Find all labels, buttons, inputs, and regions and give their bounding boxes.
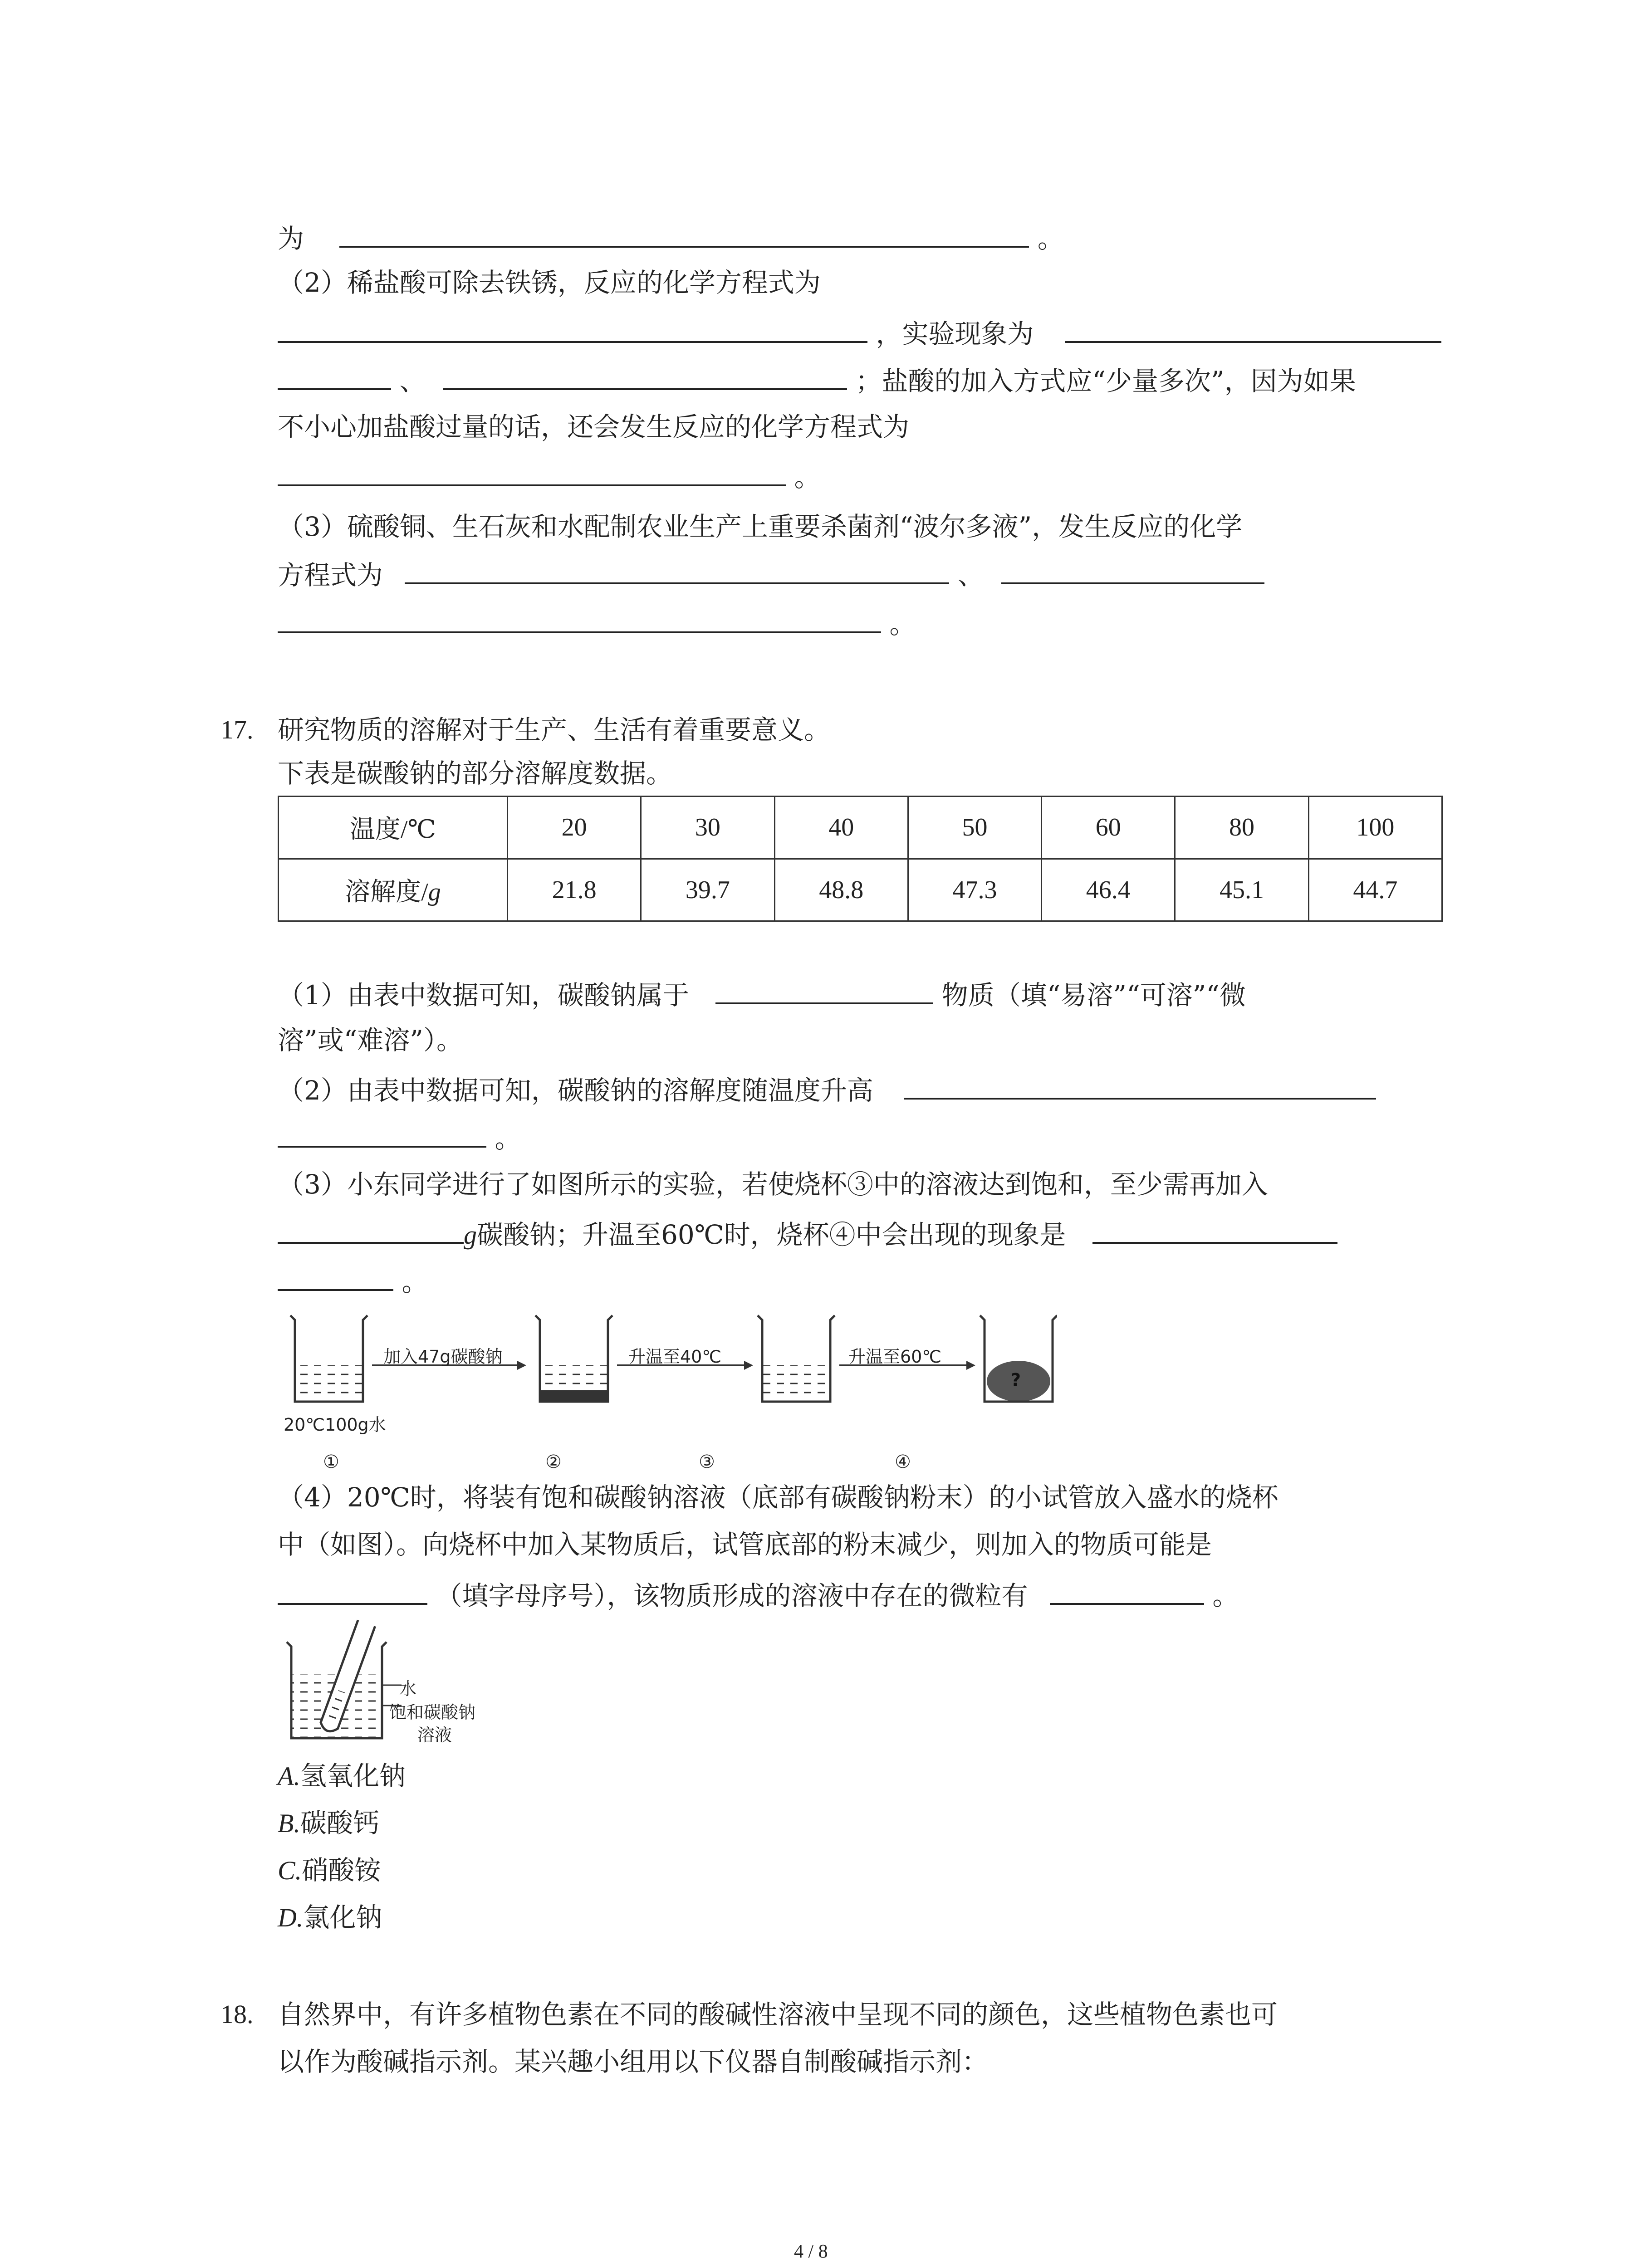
table-row	[279, 859, 1442, 921]
q17-p4-line3: （填字母序号），该物质形成的溶液中存在的微粒有 。	[278, 1580, 1239, 1609]
q17-p4-line1: （4）20℃时，将装有饱和碳酸钠溶液（底部有碳酸钠粉末）的小试管放入盛水的烧杯	[278, 1482, 1279, 1513]
q17-p2-line1: （2）由表中数据可知，碳酸钠的溶解度随温度升高	[278, 1075, 1376, 1104]
beaker-1	[290, 1315, 367, 1402]
experiment-figure	[286, 1306, 1057, 1461]
beaker-number-1: ①	[323, 1452, 339, 1472]
beaker-1-label: 20℃100g水	[284, 1415, 386, 1435]
table-cell: 100	[1308, 797, 1442, 859]
q18-line1: 自然界中，有许多植物色素在不同的酸碱性溶液中呈现不同的颜色，这些植物色素也可	[278, 1999, 1278, 2030]
arrow-2-label: 升温至40℃	[628, 1347, 722, 1367]
table-cell: 48.8	[774, 859, 908, 921]
option-c[interactable]: C.硝酸铵	[278, 1855, 381, 1886]
solubility-table	[278, 796, 1443, 922]
q16-p2-line4: 不小心加盐酸过量的话，还会发生反应的化学方程式为	[278, 411, 910, 442]
option-a[interactable]: A.氢氧化钠	[278, 1760, 406, 1791]
q16-p3-line1: （3）硫酸铜、生石灰和水配制农业生产上重要杀菌剂“波尔多液”，发生反应的化学	[278, 511, 1243, 542]
beaker-3	[758, 1315, 835, 1402]
answer-blank[interactable]	[278, 1123, 486, 1148]
table-cell: 40	[774, 797, 908, 859]
answer-blank[interactable]	[339, 223, 1029, 248]
answer-blank[interactable]	[278, 609, 881, 633]
table-cell: 21.8	[508, 859, 641, 921]
table-cell: 80	[1175, 797, 1308, 859]
answer-blank[interactable]	[278, 318, 867, 343]
q17-p1-line2: 溶”或“难溶”）。	[278, 1025, 463, 1056]
answer-blank[interactable]	[278, 1580, 427, 1605]
table-cell: 39.7	[641, 859, 774, 921]
answer-blank[interactable]	[1092, 1219, 1337, 1244]
answer-blank[interactable]	[278, 366, 391, 390]
question-mark: ?	[1011, 1370, 1021, 1390]
answer-blank[interactable]	[278, 1219, 464, 1244]
q17-p2-line2: 。	[278, 1123, 521, 1152]
q17-p1-line1: （1）由表中数据可知，碳酸钠属于 物质（填“易溶”“可溶”“微	[278, 980, 1246, 1011]
q16-p2-line2: ，实验现象为	[278, 318, 1441, 347]
option-d[interactable]: D.氯化钠	[278, 1902, 382, 1933]
test-tube-figure	[286, 1615, 404, 1742]
answer-blank[interactable]	[1050, 1580, 1204, 1605]
table-cell: 46.4	[1042, 859, 1175, 921]
q17-intro1: 研究物质的溶解对于生产、生活有着重要意义。	[278, 714, 831, 745]
table-cell: 44.7	[1308, 859, 1442, 921]
q17-p4-line2: 中（如图）。向烧杯中加入某物质后，试管底部的粉末减少，则加入的物质可能是	[278, 1529, 1212, 1560]
q17-p3-line3: 。	[278, 1266, 428, 1295]
table-cell: 45.1	[1175, 859, 1308, 921]
table-cell: 47.3	[908, 859, 1041, 921]
q17-number: 17.	[220, 715, 254, 744]
beaker-number-2: ②	[545, 1452, 562, 1472]
table-cell: 20	[508, 797, 641, 859]
table-row	[279, 797, 1442, 859]
q17-p3-line2: g碳酸钠；升温至60℃时，烧杯④中会出现的现象是	[278, 1219, 1337, 1248]
arrow-3-label: 升温至60℃	[848, 1347, 942, 1367]
arrow-1-label: 加入47g碳酸钠	[383, 1347, 503, 1367]
q16-p3-line2: 方程式为 、	[278, 560, 1264, 588]
table-header-temperature: 温度/℃	[279, 797, 508, 859]
beaker-number-4: ④	[895, 1452, 911, 1472]
q16-p2-line3: 、 ；盐酸的加入方式应“少量多次”，因为如果	[278, 366, 1356, 394]
answer-blank[interactable]	[1065, 318, 1441, 343]
q16-p3-line3: 。	[278, 609, 916, 637]
table-cell: 60	[1042, 797, 1175, 859]
table-header-solubility: 溶解度/g	[279, 859, 508, 921]
table-cell: 50	[908, 797, 1041, 859]
answer-blank[interactable]	[715, 980, 933, 1004]
answer-blank[interactable]	[904, 1075, 1376, 1100]
q16-p2-line1: （2）稀盐酸可除去铁锈，反应的化学方程式为	[278, 267, 821, 298]
answer-blank[interactable]	[405, 560, 949, 584]
q17-p3-line1: （3）小东同学进行了如图所示的实验，若使烧杯③中的溶液达到饱和，至少需再加入	[278, 1169, 1268, 1200]
q18-line2: 以作为酸碱指示剂。某兴趣小组用以下仪器自制酸碱指示剂：	[278, 2046, 989, 2077]
table-cell: 30	[641, 797, 774, 859]
page-number: 4 / 8	[794, 2241, 828, 2262]
q16-p2-line5: 。	[278, 462, 820, 490]
beaker-2	[535, 1315, 612, 1402]
answer-blank[interactable]	[278, 1266, 393, 1291]
q16-line1: 为 。	[278, 223, 1064, 254]
option-b[interactable]: B.碳酸钙	[278, 1808, 379, 1838]
solution-label-1: 饱和碳酸钠	[389, 1702, 476, 1722]
q17-intro2: 下表是碳酸钠的部分溶解度数据。	[278, 758, 673, 789]
water-label: 水	[399, 1679, 417, 1699]
q18-number: 18.	[220, 1999, 254, 2029]
answer-blank[interactable]	[278, 462, 786, 486]
solution-label-2: 溶液	[417, 1725, 452, 1745]
answer-blank[interactable]	[1001, 560, 1264, 584]
answer-blank[interactable]	[443, 366, 847, 390]
beaker-number-3: ③	[699, 1452, 715, 1472]
